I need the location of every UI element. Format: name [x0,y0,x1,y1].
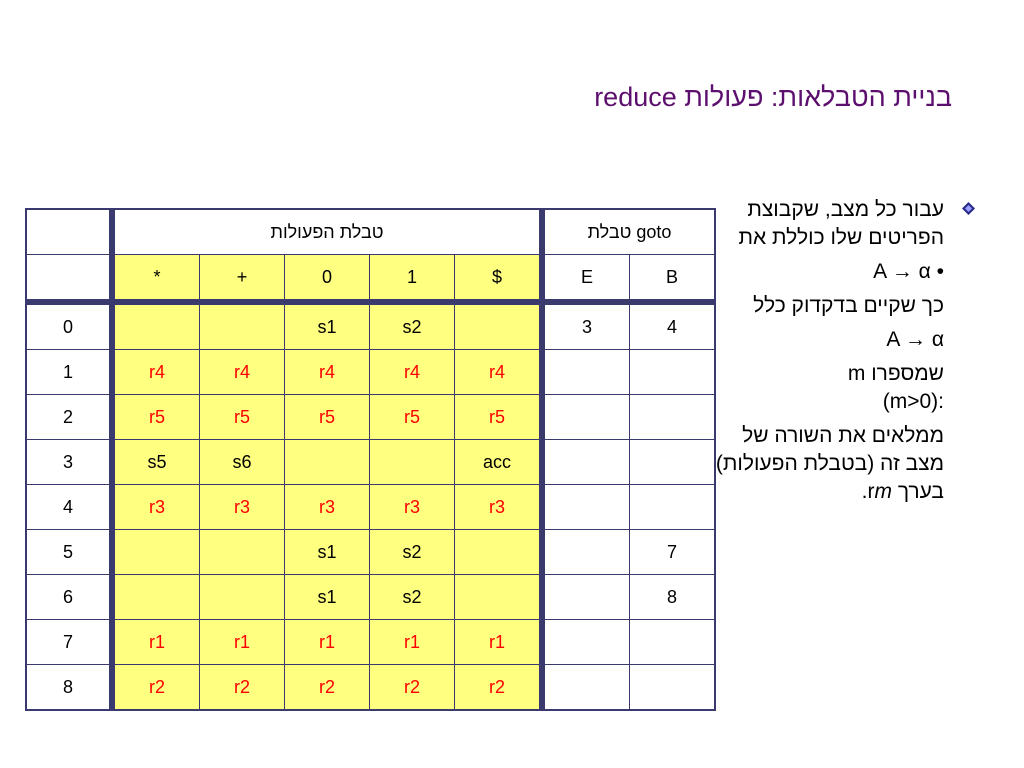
action-cell: r4 [200,350,285,395]
action-cell: r4 [455,350,543,395]
action-cell [112,575,200,620]
table-row [26,440,715,485]
goto-symbol-header: B [630,255,716,303]
action-cell: r1 [455,620,543,665]
action-cell: r1 [370,620,455,665]
action-cell: s6 [200,440,285,485]
goto-cell [542,575,630,620]
action-cell [455,530,543,575]
state-header-cell [26,255,112,303]
action-cell: r5 [200,395,285,440]
actions-table-header: טבלת הפעולות [112,209,542,255]
action-cell: s1 [285,530,370,575]
action-cell: s2 [370,575,455,620]
state-number: 4 [26,485,112,530]
goto-cell: 8 [630,575,716,620]
condition-line-1: עבור כל מצב, שקבוצת הפריטים שלו כוללת את [738,198,944,249]
action-cell: r3 [285,485,370,530]
action-cell [112,302,200,350]
state-number: 6 [26,575,112,620]
condition-line-4 [712,422,944,506]
goto-cell [542,665,630,711]
table-row [26,395,715,440]
table-row [26,665,715,711]
state-number: 1 [26,350,112,395]
group-header-row [26,209,715,255]
state-number: 3 [26,440,112,485]
goto-cell [630,665,716,711]
goto-symbol-header: E [542,255,630,303]
goto-cell [542,620,630,665]
action-symbol-header: $ [455,255,543,303]
goto-cell: 3 [542,302,630,350]
goto-cell [630,350,716,395]
goto-cell [630,395,716,440]
action-cell: r3 [370,485,455,530]
action-cell: r3 [200,485,285,530]
reduce-m: m [874,480,892,503]
action-cell: r2 [285,665,370,711]
m-condition: (m>0): [882,390,944,413]
goto-cell: 4 [630,302,716,350]
action-cell: r4 [370,350,455,395]
goto-table-header: טבלת goto [542,209,715,255]
table-row [26,350,715,395]
action-cell: r1 [112,620,200,665]
parse-table [25,208,716,711]
action-cell [285,440,370,485]
action-cell: acc [455,440,543,485]
reduce-r: r [867,480,875,503]
goto-cell [542,350,630,395]
action-cell: r1 [285,620,370,665]
action-cell: s5 [112,440,200,485]
action-cell: r4 [112,350,200,395]
action-symbol-header: 1 [370,255,455,303]
slide-title: בניית הטבלאות: פעולות reduce [594,82,952,112]
corner-cell [26,209,112,255]
goto-cell [542,440,630,485]
action-cell: r3 [455,485,543,530]
side-text [712,196,944,512]
state-number: 0 [26,302,112,350]
goto-cell: 7 [630,530,716,575]
diamond-bullet-icon [962,202,975,215]
goto-cell [542,530,630,575]
action-cell [370,440,455,485]
condition-line-3 [712,360,944,416]
action-cell: r2 [455,665,543,711]
goto-cell [542,485,630,530]
goto-cell [542,395,630,440]
action-cell: s2 [370,302,455,350]
action-cell: r5 [455,395,543,440]
goto-cell [630,485,716,530]
action-cell: r1 [200,620,285,665]
item-2: A → α [886,328,944,351]
action-cell: s1 [285,575,370,620]
action-cell: s2 [370,530,455,575]
action-symbol-header: 0 [285,255,370,303]
action-cell: r5 [370,395,455,440]
action-cell: r3 [112,485,200,530]
action-symbol-header: * [112,255,200,303]
state-number: 7 [26,620,112,665]
action-cell [455,575,543,620]
action-cell: s1 [285,302,370,350]
table-row [26,620,715,665]
reduce-value [867,480,892,503]
action-cell: r2 [370,665,455,711]
action-cell [200,530,285,575]
goto-cell [630,620,716,665]
column-header-row [26,255,715,303]
action-cell: r2 [200,665,285,711]
action-cell: r2 [112,665,200,711]
m-symbol: m [847,362,866,385]
action-cell [200,302,285,350]
action-cell [200,575,285,620]
table-row [26,575,715,620]
action-symbol-header: + [200,255,285,303]
table-row [26,530,715,575]
goto-cell [630,440,716,485]
state-number: 2 [26,395,112,440]
state-number: 8 [26,665,112,711]
table-row [26,302,715,350]
rule-number-text: שמספרו [871,362,944,385]
action-cell: r5 [285,395,370,440]
state-number: 5 [26,530,112,575]
action-cell [112,530,200,575]
action-cell [455,302,543,350]
action-cell: r4 [285,350,370,395]
condition-line-2: כך שקיים בדקדוק כלל [753,294,944,317]
table-row [26,485,715,530]
fill-instruction: ממלאים את השורה של מצב זה (בטבלת הפעולות) בערך [715,424,944,503]
item-1: A → α • [873,260,944,283]
period: . [861,480,868,503]
action-cell: r5 [112,395,200,440]
